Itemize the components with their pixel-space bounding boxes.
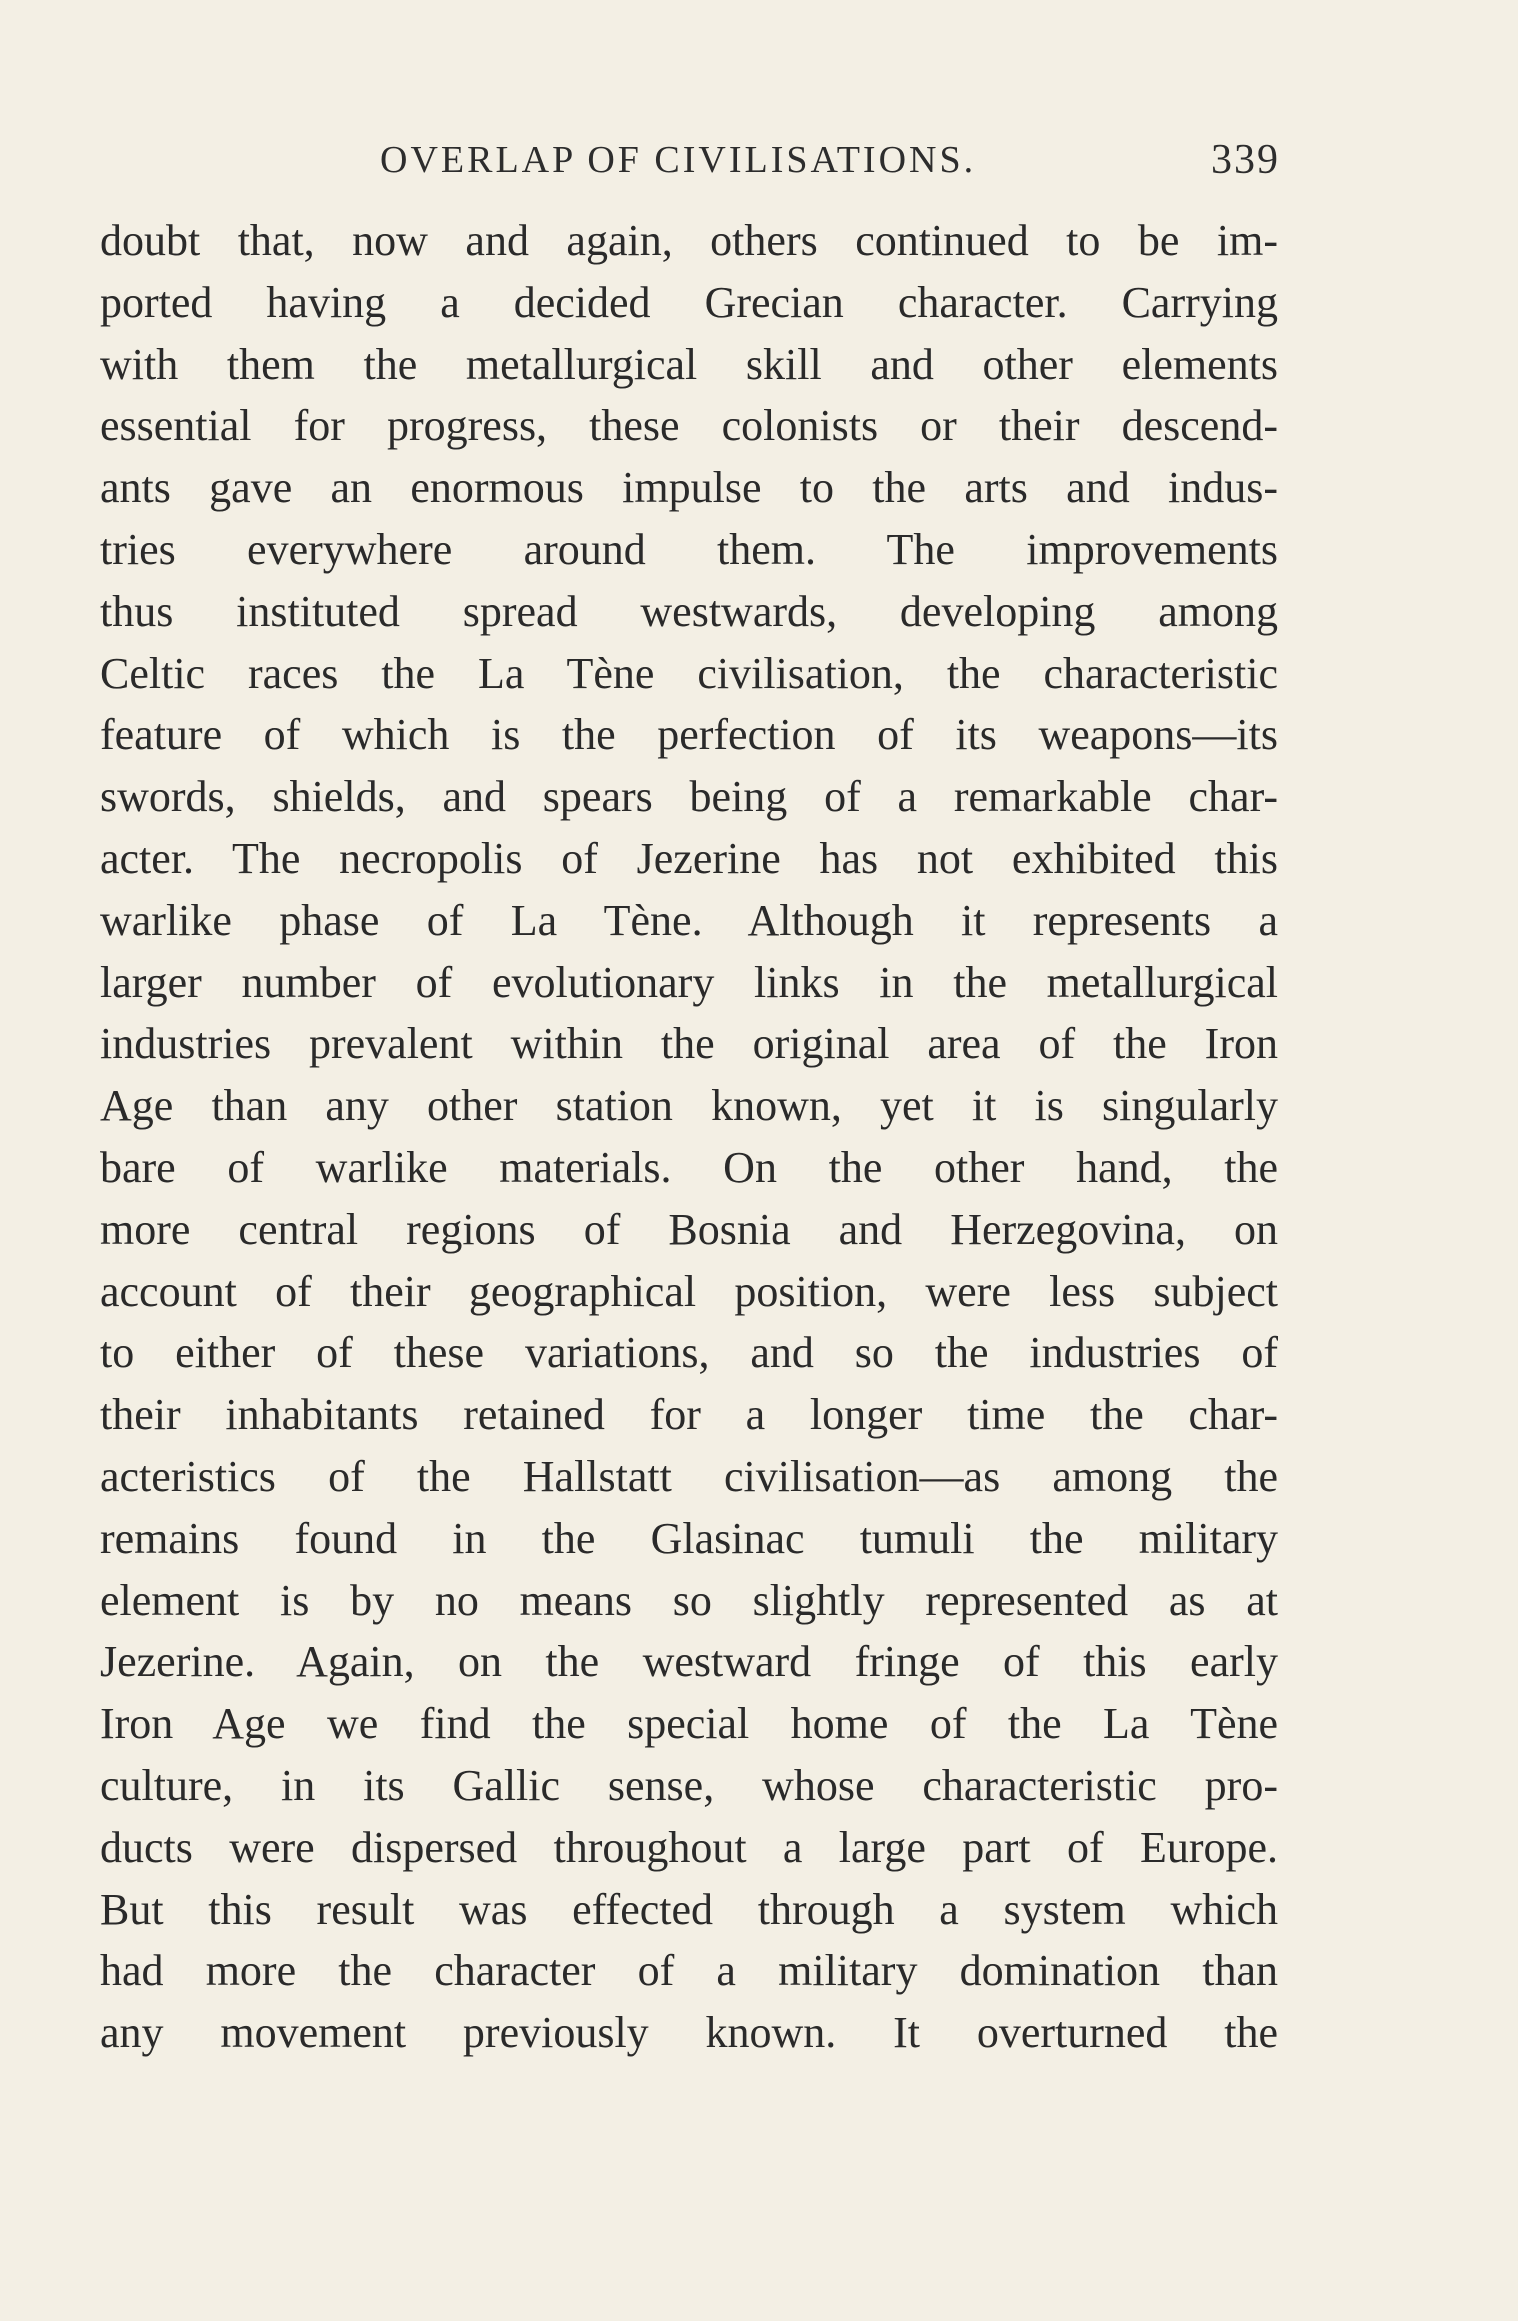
- text-line: thus instituted spread westwards, developing among: [100, 586, 1278, 636]
- body-text: [100, 210, 1278, 2064]
- text-line: swords, shields, and spears being of a remarkable char-: [100, 772, 1278, 822]
- text-line: any movement previously known. It overturned the: [100, 2008, 1278, 2058]
- text-line: acter. The necropolis of Jezerine has not exhibited this: [100, 833, 1278, 883]
- text-line: feature of which is the perfection of its weapons—its: [100, 710, 1278, 760]
- text-line: bare of warlike materials. On the other hand, the: [100, 1142, 1278, 1192]
- text-line: remains found in the Glasinac tumuli the military: [100, 1513, 1278, 1563]
- text-line: ants gave an enormous impulse to the arts and indus-: [100, 463, 1278, 513]
- text-line: account of their geographical position, were less subject: [100, 1266, 1278, 1316]
- text-line: more central regions of Bosnia and Herzegovina, on: [100, 1204, 1278, 1254]
- text-line: their inhabitants retained for a longer time the char-: [100, 1390, 1278, 1440]
- page-number: 339: [1211, 137, 1280, 183]
- text-line: Iron Age we find the special home of the La Tène: [100, 1699, 1278, 1749]
- text-line: tries everywhere around them. The improvements: [100, 524, 1278, 574]
- text-line: But this result was effected through a system which: [100, 1884, 1278, 1934]
- page-header: [100, 138, 1280, 188]
- text-line: Celtic races the La Tène civilisation, the characteristic: [100, 648, 1278, 698]
- text-line: acteristics of the Hallstatt civilisation—as among the: [100, 1451, 1278, 1501]
- text-line: with them the metallurgical skill and other elements: [100, 339, 1278, 389]
- running-title: OVERLAP OF CIVILISATIONS.: [380, 139, 977, 181]
- text-line: industries prevalent within the original area of the Iron: [100, 1019, 1278, 1069]
- text-line: to either of these variations, and so the industries of: [100, 1328, 1278, 1378]
- text-line: ducts were dispersed throughout a large part of Europe.: [100, 1822, 1278, 1872]
- text-line: had more the character of a military domination than: [100, 1946, 1278, 1996]
- text-line: essential for progress, these colonists or their descend-: [100, 401, 1278, 451]
- text-line: culture, in its Gallic sense, whose characteristic pro-: [100, 1760, 1278, 1810]
- text-line: Jezerine. Again, on the westward fringe of this early: [100, 1637, 1278, 1687]
- text-line: ported having a decided Grecian character. Carrying: [100, 277, 1278, 327]
- text-line: doubt that, now and again, others continued to be im-: [100, 216, 1278, 265]
- text-line: larger number of evolutionary links in the metallurgical: [100, 957, 1278, 1007]
- text-line: warlike phase of La Tène. Although it represents a: [100, 895, 1278, 945]
- text-line: Age than any other station known, yet it is singularly: [100, 1081, 1278, 1131]
- text-line: element is by no means so slightly represented as at: [100, 1575, 1278, 1625]
